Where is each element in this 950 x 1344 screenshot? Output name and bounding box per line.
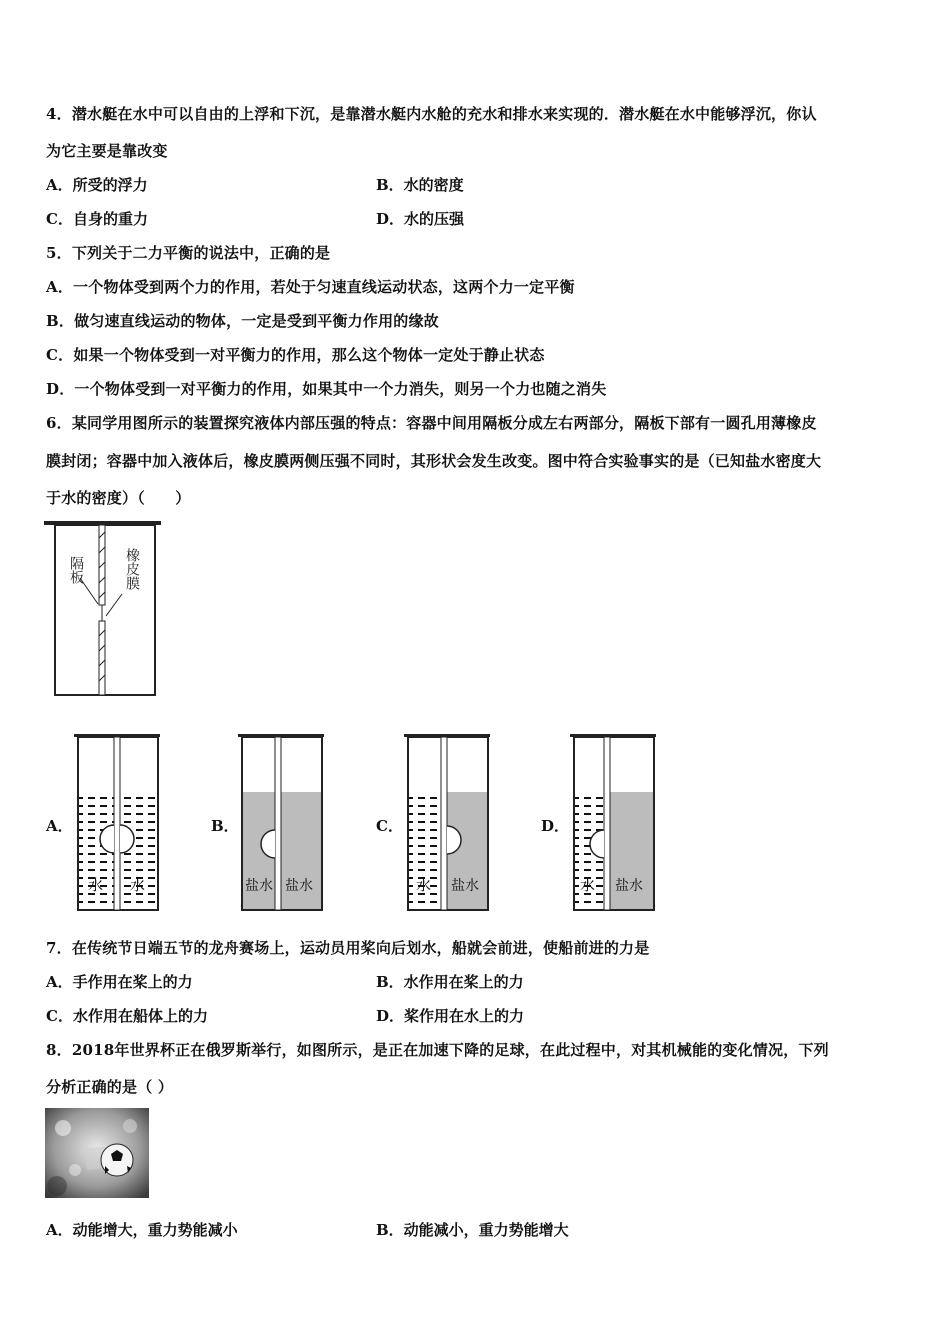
q7-option-c: C．水作用在船体上的力 (46, 1007, 208, 1025)
football-photo (45, 1108, 149, 1198)
q4-stem-line1: 4．潜水艇在水中可以自由的上浮和下沉，是靠潜水艇内水舱的充水和排水来实现的．潜水艇在水中能够浮沉，你认 (46, 105, 817, 123)
q6-b-left-liquid: 盐水 (245, 878, 273, 894)
q8-stem-line2: 分析正确的是（ ） (46, 1078, 174, 1096)
q4-option-d: D．水的压强 (376, 210, 465, 228)
q7-option-b: B．水作用在桨上的力 (376, 973, 524, 991)
q6-choice-b-label: B． (211, 817, 239, 835)
q6-a-right-liquid: 水 (130, 876, 146, 894)
q4-option-c: C．自身的重力 (46, 210, 148, 228)
q6-stem-line1: 6．某同学用图所示的装置探究液体内部压强的特点：容器中间用隔板分成左右两部分，隔板下部有一圆孔用薄橡皮 (46, 414, 817, 432)
q5-option-d: D．一个物体受到一对平衡力的作用，如果其中一个力消失，则另一个力也随之消失 (46, 380, 607, 398)
q7-option-a: A．手作用在桨上的力 (46, 973, 193, 991)
q7-stem: 7．在传统节日端五节的龙舟赛场上，运动员用桨向后划水，船就会前进，使船前进的力是 (46, 939, 650, 957)
apparatus-figure (44, 518, 164, 700)
q4-option-b: B．水的密度 (376, 176, 464, 194)
q6-choice-a-label: A． (46, 817, 73, 835)
q6-c-right-liquid: 盐水 (451, 878, 479, 894)
q6-a-left-liquid: 水 (88, 876, 104, 894)
q6-d-right-liquid: 盐水 (615, 878, 643, 894)
q6-stem-line3: 于水的密度）（ ） (46, 489, 191, 507)
q6-d-left-liquid: 水 (580, 876, 596, 894)
q6-choice-b-figure (238, 730, 328, 916)
q6-b-right-liquid: 盐水 (285, 878, 313, 894)
q7-option-d: D．桨作用在水上的力 (376, 1007, 525, 1025)
q6-choice-c-figure (404, 730, 494, 916)
q5-stem: 5．下列关于二力平衡的说法中，正确的是 (46, 244, 331, 262)
membrane-label: 橡皮膜 (124, 548, 140, 590)
q8-option-a: A．动能增大，重力势能减小 (46, 1221, 238, 1239)
q4-option-a: A．所受的浮力 (46, 176, 148, 194)
q6-choice-d-label: D． (541, 817, 570, 835)
q6-c-left-liquid: 水 (416, 876, 432, 894)
partition-label: 隔板 (68, 556, 84, 584)
q6-choice-a-figure (74, 730, 164, 916)
q4-stem-line2: 为它主要是靠改变 (46, 142, 168, 160)
q8-stem-line1: 8．2018年世界杯正在俄罗斯举行，如图所示，是正在加速下降的足球，在此过程中，对其机械能的变化情况，下列 (46, 1041, 829, 1059)
q6-stem-line2: 膜封闭；容器中加入液体后，橡皮膜两侧压强不同时，其形状会发生改变。图中符合实验事实的是（已知盐水密度大 (46, 452, 822, 470)
q8-option-b: B．动能减小，重力势能增大 (376, 1221, 569, 1239)
q6-choice-c-label: C． (376, 817, 403, 835)
q6-choice-d-figure (570, 730, 660, 916)
q5-option-c: C．如果一个物体受到一对平衡力的作用，那么这个物体一定处于静止状态 (46, 346, 545, 364)
q5-option-b: B．做匀速直线运动的物体，一定是受到平衡力作用的缘故 (46, 312, 439, 330)
q5-option-a: A．一个物体受到两个力的作用，若处于匀速直线运动状态，这两个力一定平衡 (46, 278, 575, 296)
